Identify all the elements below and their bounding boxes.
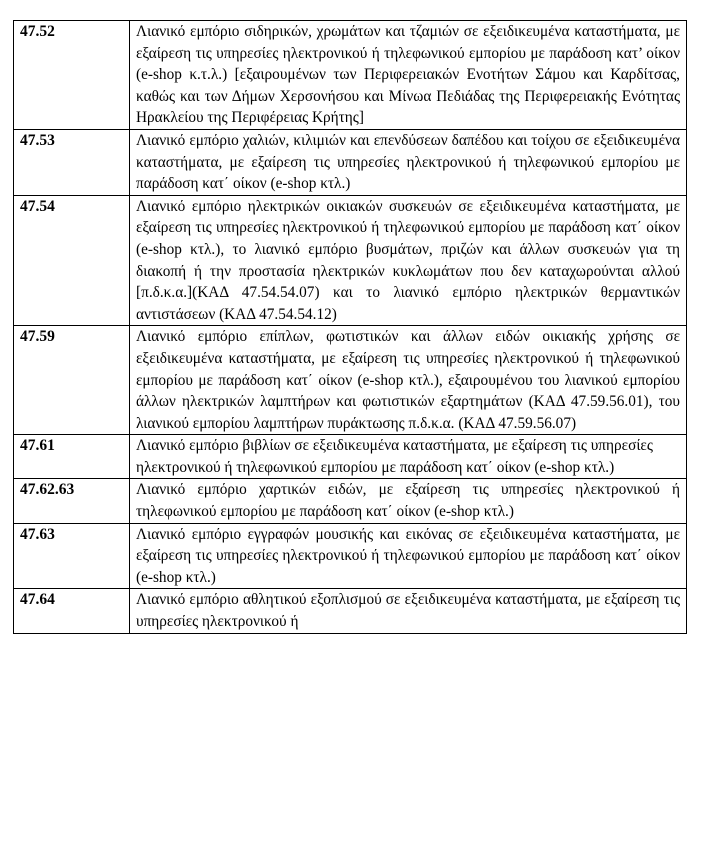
table-row bbox=[14, 129, 687, 195]
table-row bbox=[14, 21, 687, 130]
kad-code: 47.63 bbox=[14, 523, 130, 589]
kad-table bbox=[13, 20, 687, 634]
description-text: Λιανικό εμπόριο εγγραφών μουσικής και εικόνας σε εξειδικευμένα καταστήματα, με εξαίρεση τις υπηρεσίες ηλεκτρονικού ή τηλεφωνικού εμπορίου με παράδοση κατ΄ οίκον (e-shop κτλ.) bbox=[136, 525, 680, 586]
description-text: Λιανικό εμπόριο χαρτικών ειδών, με εξαίρεση τις υπηρεσίες ηλεκτρονικού ή τηλεφωνικού εμπορίου με παράδοση κατ΄ οίκον (e-shop κτλ.) bbox=[136, 481, 680, 521]
table-row bbox=[14, 479, 687, 523]
kad-description bbox=[130, 523, 687, 589]
kad-code: 47.61 bbox=[14, 435, 130, 479]
kad-description bbox=[130, 589, 687, 633]
description-text: Λιανικό εμπόριο βιβλίων σε εξειδικευμένα καταστήματα, με εξαίρεση τις υπηρεσίες bbox=[136, 437, 653, 455]
kad-code: 47.59 bbox=[14, 326, 130, 435]
kad-code: 47.53 bbox=[14, 129, 130, 195]
kad-code: 47.64 bbox=[14, 589, 130, 633]
kad-code: 47.52 bbox=[14, 21, 130, 130]
kad-description bbox=[130, 21, 687, 130]
description-text: ηλεκτρονικού ή τηλεφωνικού εμπορίου με παράδοση κατ΄ οίκον (e-shop κτλ.) bbox=[136, 458, 615, 476]
description-text: Λιανικό εμπόριο αθλητικού εξοπλισμού σε εξειδικευμένα καταστήματα, με εξαίρεση τις υπηρεσίες ηλεκτρονικού ή bbox=[136, 591, 680, 631]
kad-description bbox=[130, 435, 687, 479]
kad-code: 47.62.63 bbox=[14, 479, 130, 523]
table-row bbox=[14, 326, 687, 435]
description-text: Λιανικό εμπόριο σιδηρικών, χρωμάτων και τζαμιών σε εξειδικευμένα καταστήματα, με εξαίρεση τις υπηρεσίες ηλεκτρονικού ή τηλεφωνικού εμπορίου με παράδοση κατ’ οίκον (e-shop κ.τ.λ.) [εξαιρουμένων των Περιφερειακών Ενοτήτων Σάμου και Καρδίτσας, καθώς και των Δήμων Χερσονήσου και Μίνωα Πεδιάδας της Περιφερειακής Ενότητας Ηρακλείου της Περιφέρειας Κρήτης] bbox=[136, 23, 680, 127]
kad-code: 47.54 bbox=[14, 195, 130, 326]
table-row bbox=[14, 195, 687, 326]
table-row bbox=[14, 589, 687, 633]
description-text: Λιανικό εμπόριο ηλεκτρικών οικιακών συσκευών σε εξειδικευμένα καταστήματα, με εξαίρεση τις υπηρεσίες ηλεκτρονικού ή τηλεφωνικού εμπορίου με παράδοση κατ΄ οίκον (e-shop κτλ.), το λιανικό εμπόριο βυσμάτων, πριζών και άλλων συσκευών για τη διακοπή ή την προστασία ηλεκτρικών κυκλωμάτων που δεν καταχωρούνται αλλού [π.δ.κ.α.](ΚΑΔ 47.54.54.07) και το λιανικό εμπόριο ηλεκτρικών θερμαντικών αντιστάσεων (ΚΑΔ 47.54.54.12) bbox=[136, 197, 680, 323]
table-row bbox=[14, 523, 687, 589]
table-row bbox=[14, 435, 687, 479]
kad-description bbox=[130, 479, 687, 523]
description-text: Λιανικό εμπόριο επίπλων, φωτιστικών και άλλων ειδών οικιακής χρήσης σε εξειδικευμένα καταστήματα, με εξαίρεση τις υπηρεσίες ηλεκτρονικού ή τηλεφωνικού εμπορίου με παράδοση κατ΄ οίκον (e-shop κτλ.), εξαιρουμένου του λιανικού εμπορίου άλλων ηλεκτρικών λαμπτήρων και φωτιστικών εξαρτημάτων (ΚΑΔ 47.59.56.01), του λιανικού εμπορίου λαμπτήρων πυράκτωσης π.δ.κ.α. (ΚΑΔ 47.59.56.07) bbox=[136, 328, 680, 432]
kad-description bbox=[130, 195, 687, 326]
kad-description bbox=[130, 326, 687, 435]
description-text: Λιανικό εμπόριο χαλιών, κιλιμιών και επενδύσεων δαπέδου και τοίχου σε εξειδικευμένα καταστήματα, με εξαίρεση τις υπηρεσίες ηλεκτρονικού ή τηλεφωνικού εμπορίου με παράδοση κατ΄ οίκον (e-shop κτλ.) bbox=[136, 131, 680, 193]
kad-description bbox=[130, 129, 687, 195]
